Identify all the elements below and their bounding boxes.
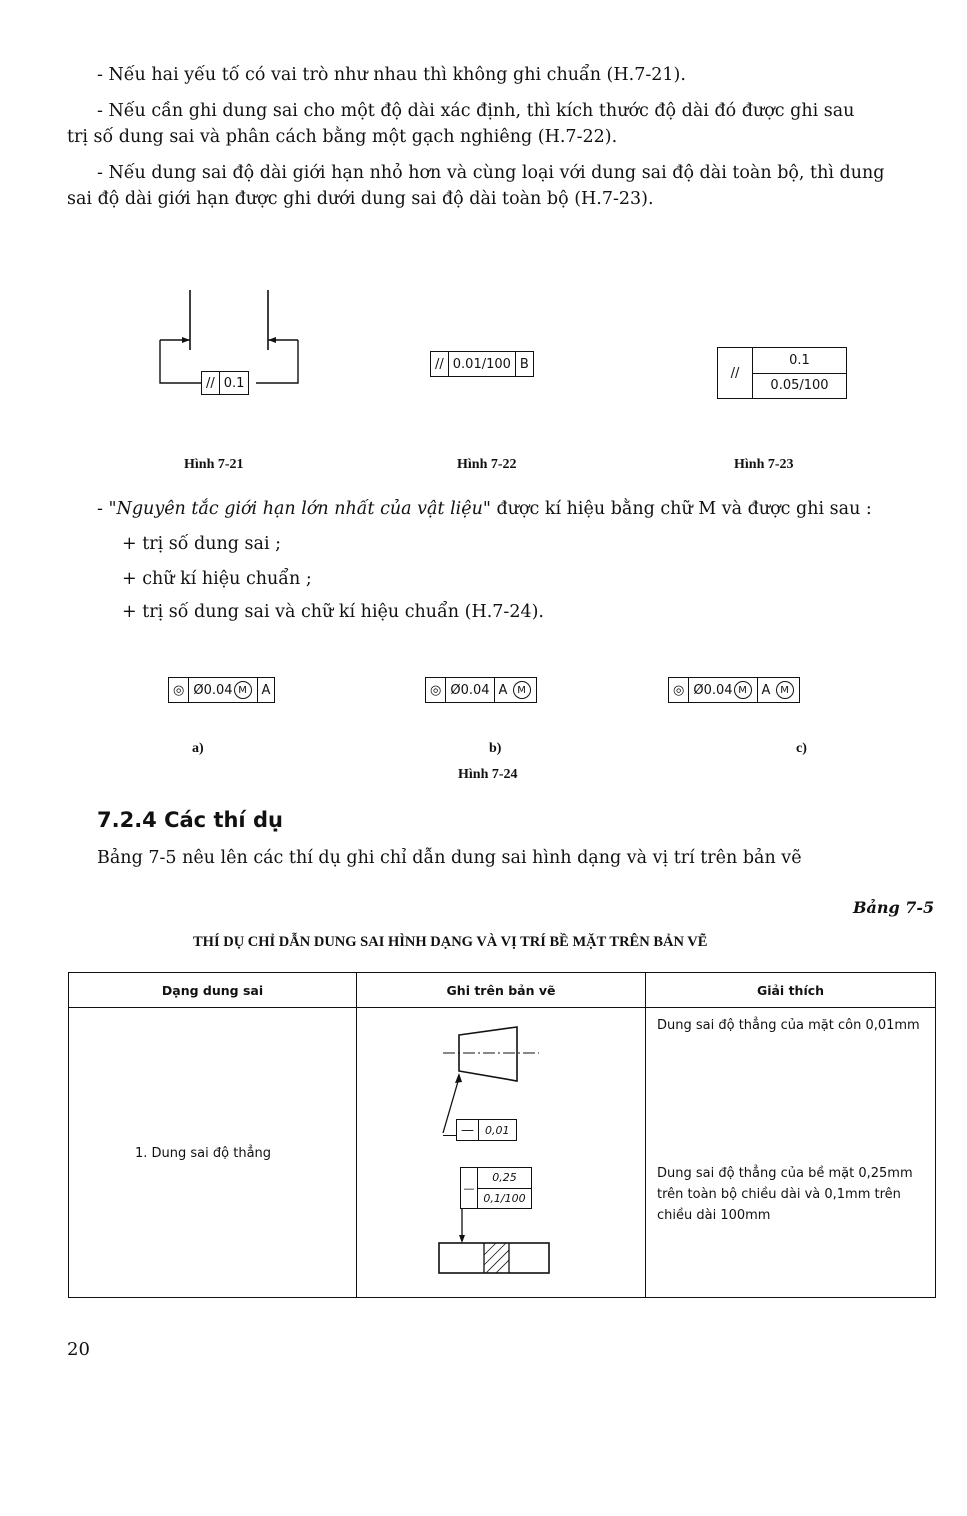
datum-letter: A M xyxy=(757,678,799,702)
figure-7-24a-frame xyxy=(168,677,275,703)
mmc-modifier: M xyxy=(234,681,252,699)
header-tolerance-type: Dạng dung sai xyxy=(161,983,264,998)
tolerance-type-cell: 1. Dung sai độ thẳng xyxy=(135,1146,272,1161)
material-rule-quote: "Nguyên tắc giới hạn lớn nhất của vật liệu" xyxy=(108,499,491,519)
limited-length-tolerance: 0,1/100 xyxy=(483,1191,526,1205)
table-label: Bảng 7-5 xyxy=(853,898,935,917)
concentricity-symbol: ◎ xyxy=(173,682,185,698)
concentricity-symbol: ◎ xyxy=(673,682,685,698)
section-text: Bảng 7-5 nêu lên các thí dụ ghi chỉ dẫn dung sai hình dạng và vị trí trên bản vẽ xyxy=(97,848,802,868)
mmc-modifier: M xyxy=(513,681,531,699)
tolerance-value: Ø0.04 M xyxy=(688,678,756,702)
tolerance-value: Ø0.04 xyxy=(445,678,493,702)
mmc-modifier: M xyxy=(734,681,752,699)
datum-letter: A M xyxy=(494,678,536,702)
section-heading: 7.2.4 Các thí dụ xyxy=(97,808,283,832)
parallelism-symbol: // xyxy=(206,375,215,391)
parallelism-symbol: // xyxy=(718,348,753,398)
material-rule-item-1: + trị số dung sai ; xyxy=(122,534,282,554)
intro-line-4: - Nếu dung sai độ dài giới hạn nhỏ hơn và cùng loại với dung sai độ dài toàn bộ, thì dung xyxy=(97,163,885,183)
page-number: 20 xyxy=(67,1339,90,1360)
limited-length-tolerance: 0.05/100 xyxy=(770,378,829,394)
intro-line-2: - Nếu cần ghi dung sai cho một độ dài xác định, thì kích thước độ dài đó được ghi sau xyxy=(97,101,855,121)
tolerance-value: Ø0.04 M xyxy=(188,678,256,702)
figure-7-24b-frame xyxy=(425,677,537,703)
surface-straightness-part xyxy=(429,1203,559,1279)
parallelism-symbol: // xyxy=(435,356,444,372)
intro-line-3: trị số dung sai và phân cách bằng một gạch nghiêng (H.7-22). xyxy=(67,127,618,147)
figure-7-24a-label: a) xyxy=(192,741,204,756)
figure-7-24-caption: Hình 7-24 xyxy=(458,767,518,782)
figure-7-24c-label: c) xyxy=(796,741,807,756)
explanation-cone: Dung sai độ thẳng của mặt côn 0,01mm xyxy=(657,1018,920,1033)
material-rule-rest: được kí hiệu bằng chữ M và được ghi sau : xyxy=(490,499,872,519)
figure-7-21-caption: Hình 7-21 xyxy=(184,457,244,472)
material-rule-item-2: + chữ kí hiệu chuẩn ; xyxy=(122,569,312,589)
concentricity-symbol: ◎ xyxy=(430,682,442,698)
straightness-symbol: — xyxy=(461,1168,478,1208)
mmc-modifier: M xyxy=(776,681,794,699)
table-7-5 xyxy=(68,972,936,1298)
tolerance-value: 0.01/100 xyxy=(448,352,515,376)
figure-7-22-frame xyxy=(430,351,534,377)
overall-tolerance: 0.1 xyxy=(753,348,846,374)
datum-letter: B xyxy=(515,352,533,376)
datum-letter: A xyxy=(257,678,275,702)
figure-7-21-frame xyxy=(201,371,249,395)
material-rule-line xyxy=(97,494,947,524)
figure-7-23-frame xyxy=(717,347,847,399)
figure-7-22-caption: Hình 7-22 xyxy=(457,457,517,472)
material-rule-dash: - xyxy=(97,499,109,519)
intro-line-1: - Nếu hai yếu tố có vai trò như nhau thì không ghi chuẩn (H.7-21). xyxy=(97,65,686,85)
header-drawing-notation: Ghi trên bản vẽ xyxy=(446,983,556,998)
table-title: THÍ DỤ CHỈ DẪN DUNG SAI HÌNH DẠNG VÀ VỊ TRÍ BỀ MẶT TRÊN BẢN VẼ xyxy=(193,934,708,950)
tolerance-value: 0,01 xyxy=(478,1120,516,1140)
figure-7-23-caption: Hình 7-23 xyxy=(734,457,794,472)
figure-7-24b-label: b) xyxy=(489,741,502,756)
straightness-symbol: — xyxy=(461,1122,474,1138)
cone-straightness-frame xyxy=(456,1119,517,1141)
explanation-surface: Dung sai độ thẳng của bề mặt 0,25mm trên toàn bộ chiều dài và 0,1mm trên chiều dài 100mm xyxy=(657,1166,913,1223)
figure-7-24c-frame xyxy=(668,677,800,703)
material-rule-item-3: + trị số dung sai và chữ kí hiệu chuẩn (H.7-24). xyxy=(122,602,544,622)
header-explanation: Giải thích xyxy=(756,983,825,998)
tolerance-value: 0.1 xyxy=(219,372,249,394)
intro-line-5: sai độ dài giới hạn được ghi dưới dung sai độ dài toàn bộ (H.7-23). xyxy=(67,189,654,209)
overall-tolerance: 0,25 xyxy=(478,1168,531,1189)
